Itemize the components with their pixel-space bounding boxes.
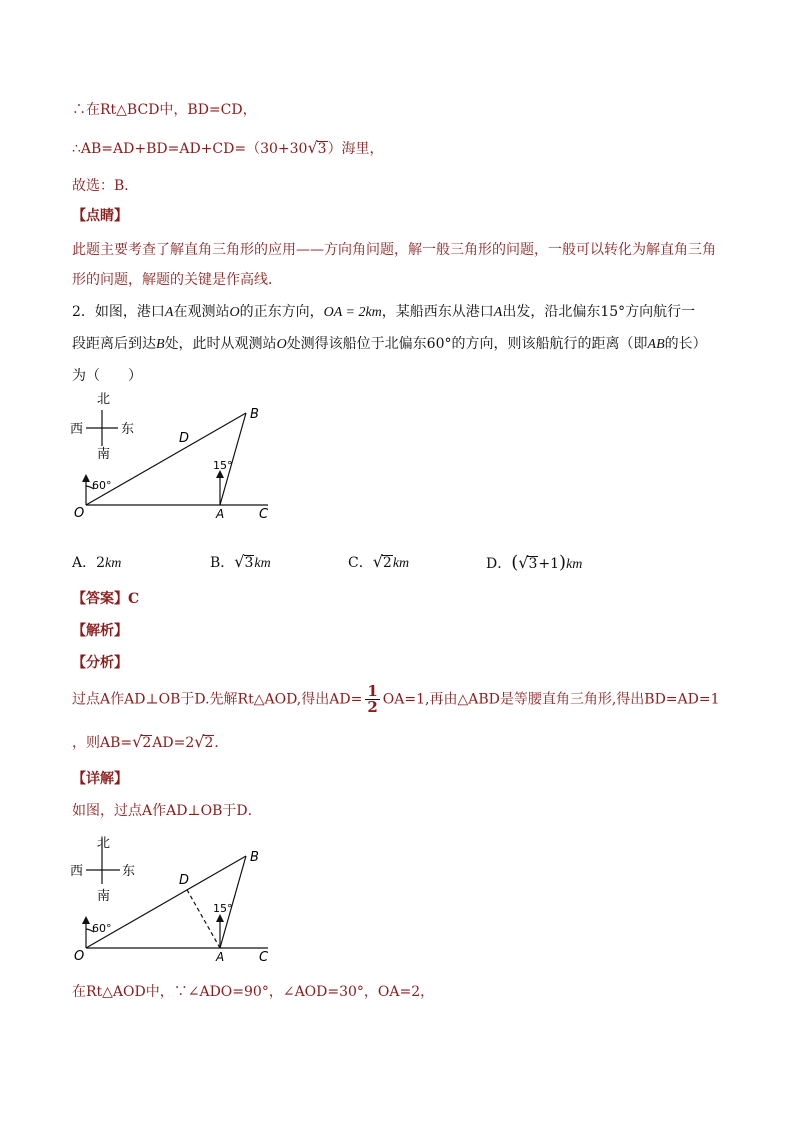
question-line-2: 段距离后到达B处，此时从观测站O处测得该船位于北偏东60°的方向，则该船航行的距离（即AB的长） [72,336,707,352]
dianjing-line-1: 此题主要考查了解直角三角形的应用——方向角问题，解一般三角形的问题，一般可以转化为解直角三角 [72,242,716,258]
label-d: D [179,431,190,446]
label-south: 南 [97,889,111,904]
arrowhead-a [216,914,224,922]
label-b: B [250,407,259,422]
label-north: 北 [97,836,111,851]
detail-line-1: 如图，过点A作AD⊥OB于D． [72,803,262,819]
label-c: C [259,950,269,965]
option-a: A．2km [72,555,122,571]
option-d: D．(√3+1)km [486,552,583,573]
label-north: 北 [97,392,111,407]
label-a: A [216,950,225,964]
xiangjie-heading: 【详解】 [72,771,128,787]
arrowhead-o [82,474,90,482]
label-o: O [74,949,85,964]
detail-line-2: 在Rt△AOD中，∵∠ADO=90°，∠AOD=30°，OA=2， [72,984,435,1000]
prev-line-2: ∴AB=AD+BD=AD+CD=（30+30√3）海里， [72,138,384,157]
answer-line: 【答案】C [72,591,140,607]
label-east: 东 [121,422,135,437]
fraction-half: $\frac{1}{2}$ [367,682,378,716]
line-ad-dashed [186,888,220,948]
fenxi-heading: 【分析】 [72,655,128,671]
label-east: 东 [122,864,136,879]
prev-line-1: ∴在Rt△BCD中，BD=CD， [72,102,257,118]
label-a: A [216,507,225,521]
prev-line-3: 故选：B． [72,178,139,194]
label-d: D [179,873,190,888]
jiexi-heading: 【解析】 [72,623,128,639]
question-line-1: 2．如图，港口A在观测站O的正东方向，OA = 2km，某船西东从港口A出发，沿北偏东15°方向航行一 [72,304,696,320]
dianjing-heading: 【点睛】 [72,208,128,224]
question-line-3: 为（ ） [72,368,142,384]
dianjing-line-2: 形的问题，解题的关键是作高线． [72,272,282,288]
label-60: 60° [92,479,112,492]
label-60: 60° [92,922,112,935]
label-south: 南 [97,447,111,462]
option-c: C．√2km [348,552,410,571]
label-15: 15° [213,902,233,915]
label-o: O [74,506,85,521]
label-c: C [259,507,269,522]
analysis-line-2: ，则AB=√2AD=2√2． [72,732,229,751]
label-15: 15° [213,459,233,472]
arrowhead-o [82,916,90,924]
label-b: B [250,850,259,865]
figure-2 [68,832,278,970]
figure-1 [68,388,278,526]
option-b: B．√3km [210,552,271,571]
analysis-line-1: 过点A作AD⊥OB于D.先解Rt△AOD,得出AD= $\frac{1}{2}$ OA=1,再由△ABD是等腰直角三角形,得出BD=AD=1 [72,682,720,716]
label-west: 西 [70,422,84,437]
label-west: 西 [70,864,84,879]
